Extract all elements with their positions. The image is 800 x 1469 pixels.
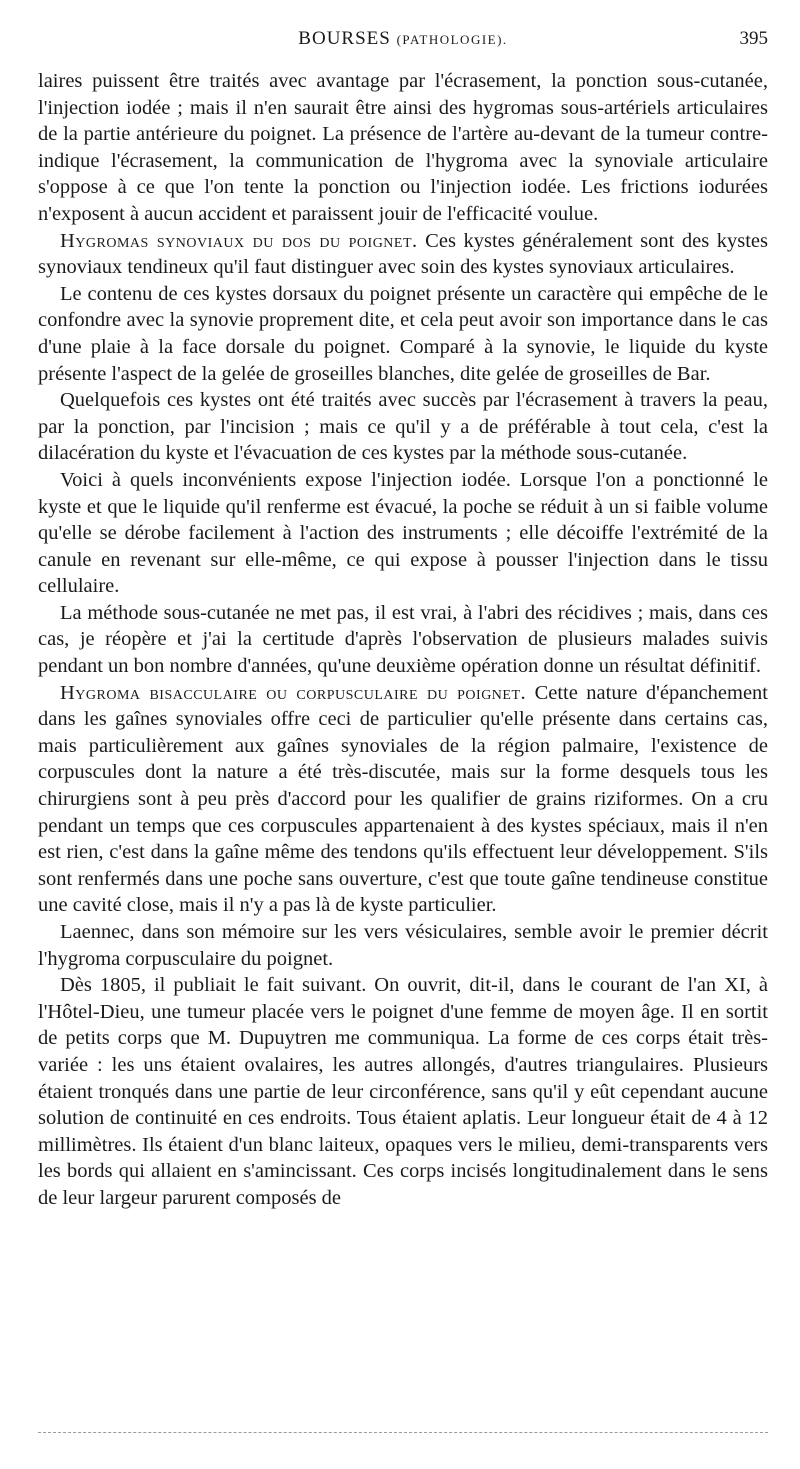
paragraph-text: Voici à quels inconvénients expose l'injection iodée. Lorsque l'on a ponctionné le kyste et que le liquide qu'il renferme est évacué, la poche se réduit à un si faible volume qu'elle se dérobe facilement à l'action des instruments ; elle décoiffe l'extrémité de la canule en revenant sur elle-même, ce qui expose à pousser l'injection dans le tissu cellulaire. (38, 468, 768, 598)
running-header (38, 28, 768, 62)
paragraph-8 (38, 919, 768, 972)
paragraph-text: Dès 1805, il publiait le fait suivant. On ouvrit, dit-il, dans le courant de l'an XI, à l'Hôtel-Dieu, une tumeur placée vers le poignet d'une femme de moyen âge. Il en sortit de petits corps que M. Dupuytren me communiqua. La forme de ces corps était très-variée : les uns étaient ovalaires, les autres allongés, d'autres triangulaires. Plusieurs étaient tronqués dans une partie de leur circonférence, sans qu'il y eût cependant aucune solution de continuité en ces endroits. Tous étaient aplatis. Leur longueur était de 4 à 12 millimètres. Ils étaient d'un blanc laiteux, opaques vers le milieu, demi-transparents vers les bords qui allaient en s'amincissant. Ces corps incisés longitudinalement dans le sens de leur largeur parurent composés de (38, 974, 768, 1209)
header-title (38, 28, 768, 50)
paragraph-text: Ces kystes généralement sont des kystes synoviaux tendineux qu'il faut distinguer avec soin des kystes synoviaux articulaires. (38, 229, 768, 279)
header-title-main: BOURSES (298, 28, 391, 49)
paragraph-text: Le contenu de ces kystes dorsaux du poignet présente un caractère qui empêche de le confondre avec la synovie proprement dite, et cela peut avoir son importance dans le cas d'une plaie à la face dorsale du poignet. Comparé à la synovie, le liquide du kyste présente l'aspect de la gelée de groseilles blanches, dite gelée de groseilles de Bar. (38, 282, 768, 385)
paragraph-3 (38, 281, 768, 387)
paragraph-text: Cette nature d'épanchement dans les gaînes synoviales offre ceci de particulier qu'elle présente dans certains cas, mais particulièrement aux gaînes synoviales de la région palmaire, l'existence de corpuscules dont la nature a été très-discutée, mais sur la forme desquels tous les chirurgiens sont à peu près d'accord pour les qualifier de grains riziformes. On a cru pendant un temps que ces corpuscules appartenaient à des kystes spéciaux, mais il n'en est rien, c'est dans la gaîne même des tendons qu'ils effectuent leur développement. S'ils sont renfermés dans une poche sans ouverture, c'est que toute gaîne tendineuse constitue une cavité close, mais il n'y a pas là de kyste particulier. (38, 681, 769, 917)
page-number: 395 (739, 28, 768, 49)
paragraph-text: Laennec, dans son mémoire sur les vers vésiculaires, semble avoir le premier décrit l'hygroma corpusculaire du poignet. (38, 921, 768, 970)
section-heading: Hygromas synoviaux du dos du poignet. (60, 229, 418, 252)
paragraph-7 (38, 680, 768, 919)
paragraph-text: Quelquefois ces kystes ont été traités avec succès par l'écrasement à travers la peau, par la ponction, par l'incision ; mais ce qu'il y a de préférable à tout cela, c'est la dilacération du kyste et l'évacuation de ces kystes par la méthode sous-cutanée. (38, 389, 768, 465)
section-heading: Hygroma bisacculaire ou corpusculaire du poignet. (60, 681, 527, 704)
paragraph-1 (38, 68, 768, 228)
paragraph-text: laires puissent être traités avec avantage par l'écrasement, la ponction sous-cutanée, l'injection iodée ; mais il n'en saurait être ainsi des hygromas sous-artériels articulaires de la partie antérieure du poignet. La présence de l'artère au-devant de la tumeur contre-indique l'écrasement, la communication de l'hygroma avec la synoviale articulaire s'oppose à ce que l'on tente la ponction ou l'injection iodée. Les frictions iodurées n'exposent à aucun accident et paraissent jouir de l'efficacité voulue. (38, 70, 768, 225)
paragraph-9 (38, 972, 768, 1211)
footer-rule (38, 1432, 768, 1433)
paragraph-4 (38, 387, 768, 467)
body-text (38, 68, 768, 1212)
document-page (38, 28, 768, 1212)
paragraph-5 (38, 467, 768, 600)
paragraph-2 (38, 228, 768, 281)
paragraph-6 (38, 600, 768, 680)
paragraph-text: La méthode sous-cutanée ne met pas, il est vrai, à l'abri des récidives ; mais, dans ces cas, je réopère et j'ai la certitude d'après l'observation de plusieurs malades suivis pendant un bon nombre d'années, qu'une deuxième opération donne un résultat définitif. (38, 601, 768, 678)
header-title-sub: (PATHOLOGIE). (396, 32, 508, 47)
